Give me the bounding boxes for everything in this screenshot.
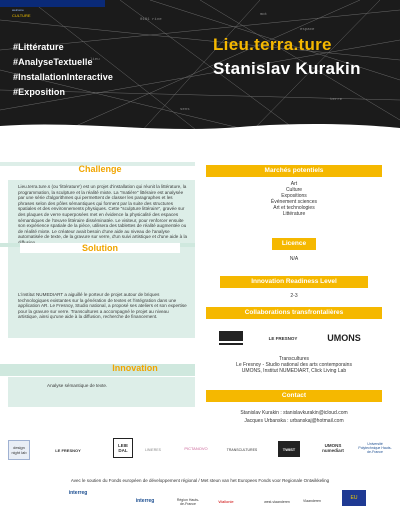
culture-logo: welcome CULTURE (12, 8, 31, 18)
author-name: Stanislav Kurakin (213, 59, 361, 78)
footer-logo: LINIERES (145, 448, 161, 452)
contact-line: Stanislav Kurakin : stanislavkurakin@icloud.com (240, 410, 348, 416)
interreg-logo: interreg (135, 498, 155, 504)
project-title: Lieu.terra.ture (213, 35, 332, 54)
svg-text:0101 rive: 0101 rive (140, 18, 162, 22)
marches-item: Événement sciences (270, 199, 318, 205)
licence-value: N/A (289, 256, 299, 262)
vlaanderen-logo: Vlaanderen (303, 499, 321, 503)
collab-line: Le Fresnoy - Studio national des arts contemporains (236, 362, 352, 368)
marches-heading: Marchés potentiels (206, 165, 382, 177)
svg-text:sens: sens (180, 108, 190, 112)
region-hdf-logo: Région Hauts-de-France (176, 498, 200, 506)
hero-wave-shape (0, 120, 400, 133)
footer-logo: design night lab (8, 440, 30, 460)
innovation-heading: Innovation (112, 363, 158, 373)
top-accent-bar (0, 0, 105, 7)
footer-logo: PICTANOVO (184, 445, 208, 451)
marches-item: Culture (285, 187, 303, 193)
footer-logo: LEIE DAL (113, 438, 133, 458)
innovation-body: Analyse sémantique de texte. (47, 383, 108, 388)
footer-logo: UMONS numediart (322, 443, 344, 453)
challenge-heading: Challenge (78, 164, 122, 174)
tag-litterature: #Littérature (13, 42, 64, 52)
umons-logo: UMONS (327, 333, 361, 343)
marches-item: Art (290, 181, 298, 187)
solution-body: L'institut NUMEDIART a aiguillé le porteur de projet autour de briques technologiques existantes sur la génération de textes et l'intégration dans une application AR. Le Fresnoy, Studio national, a proposé ses ateliers et son expertise pour la gravure sur verre. Transcultures a accompagné le projet au niveau artistique, ainsi qu'une aide à la diffusion, recherche de financement. (18, 292, 187, 320)
footer-logo: LE FRESNOY (55, 447, 81, 453)
transcultures-logo-mark (216, 329, 246, 347)
svg-text:mot: mot (260, 13, 268, 17)
hero-banner (0, 0, 400, 133)
interreg-logo: interreg (68, 490, 88, 496)
svg-text:terre: terre (330, 98, 343, 102)
funding-text: Avec le soutien du Fonds européen de développement régional / Met steun van het Europees Fonds voor Regionale Ontwikkeling (70, 478, 330, 483)
footer-logo: TWIST (278, 441, 300, 457)
marches-item: Littérature (282, 211, 306, 217)
contact-heading: Contact (206, 390, 382, 402)
contact-line: Jacques Urbanska : urbanskaj@hotmail.com (244, 418, 344, 424)
transcultures-logo (210, 325, 252, 351)
irl-heading: Innovation Readiness Level (220, 276, 368, 288)
wallonie-logo: Wallonie (218, 498, 234, 504)
irl-value: 2-3 (290, 293, 298, 299)
collab-heading: Collaborations transfrontalières (206, 307, 382, 319)
challenge-body: Lieu.terra.ture.s (ou 'littérature') est un projet d'installation qui réunit la littérature, la programmation, la sculpture et la réalité mixte. La "matière" littéraire est analysée par une série d'algorithmes qui permettent de classer les paragraphes et les phrases selon des pôles sémantiques qui forment par la suite des structures spatiales et des environnements physiques. Cette "sculpture littéraire", gravée sur des plaques de verre superposées met en évidence la physicalité des espaces sémantiques de l'œuvre littéraire disséminatée. Le visiteur, pour renforcer ensuite son expérience spatiale de la pièce, utilisera des tablettes de réalité augmentée ou de réalité mixte. Le créateur avait besoin d'une aide au niveau de l'analyse automatisée de texte, de la gravure sur verre, d'un suivi artistique et d'une aide à la (18, 184, 188, 240)
west-vlaanderen-logo: west-vlaanderen (264, 500, 290, 504)
svg-text:espace: espace (300, 28, 315, 32)
marches-item: Art et technologies (273, 205, 315, 211)
lefresnoy-logo: LE FRESNOY (268, 335, 298, 341)
footer-logo: Université Polytechnique Hauts-de-France (358, 442, 392, 454)
eu-flag-logo: EU (342, 490, 366, 506)
tag-exposition: #Exposition (13, 87, 66, 97)
svg-text:lieu: lieu (90, 58, 100, 62)
collab-line: Transcultures (278, 356, 310, 362)
solution-heading: Solution (20, 243, 180, 253)
marches-item: Expositions (281, 193, 307, 199)
licence-heading: Licence (272, 238, 316, 250)
tag-analyse: #AnalyseTextuelle (13, 57, 93, 67)
tag-installation: #InstallationInteractive (13, 72, 113, 82)
footer-logo: TRANSCULTURES (226, 448, 258, 452)
collab-line: UMONS, Institut NUMEDIART, Click Living Lab (241, 368, 347, 374)
innovation-box (8, 377, 195, 407)
